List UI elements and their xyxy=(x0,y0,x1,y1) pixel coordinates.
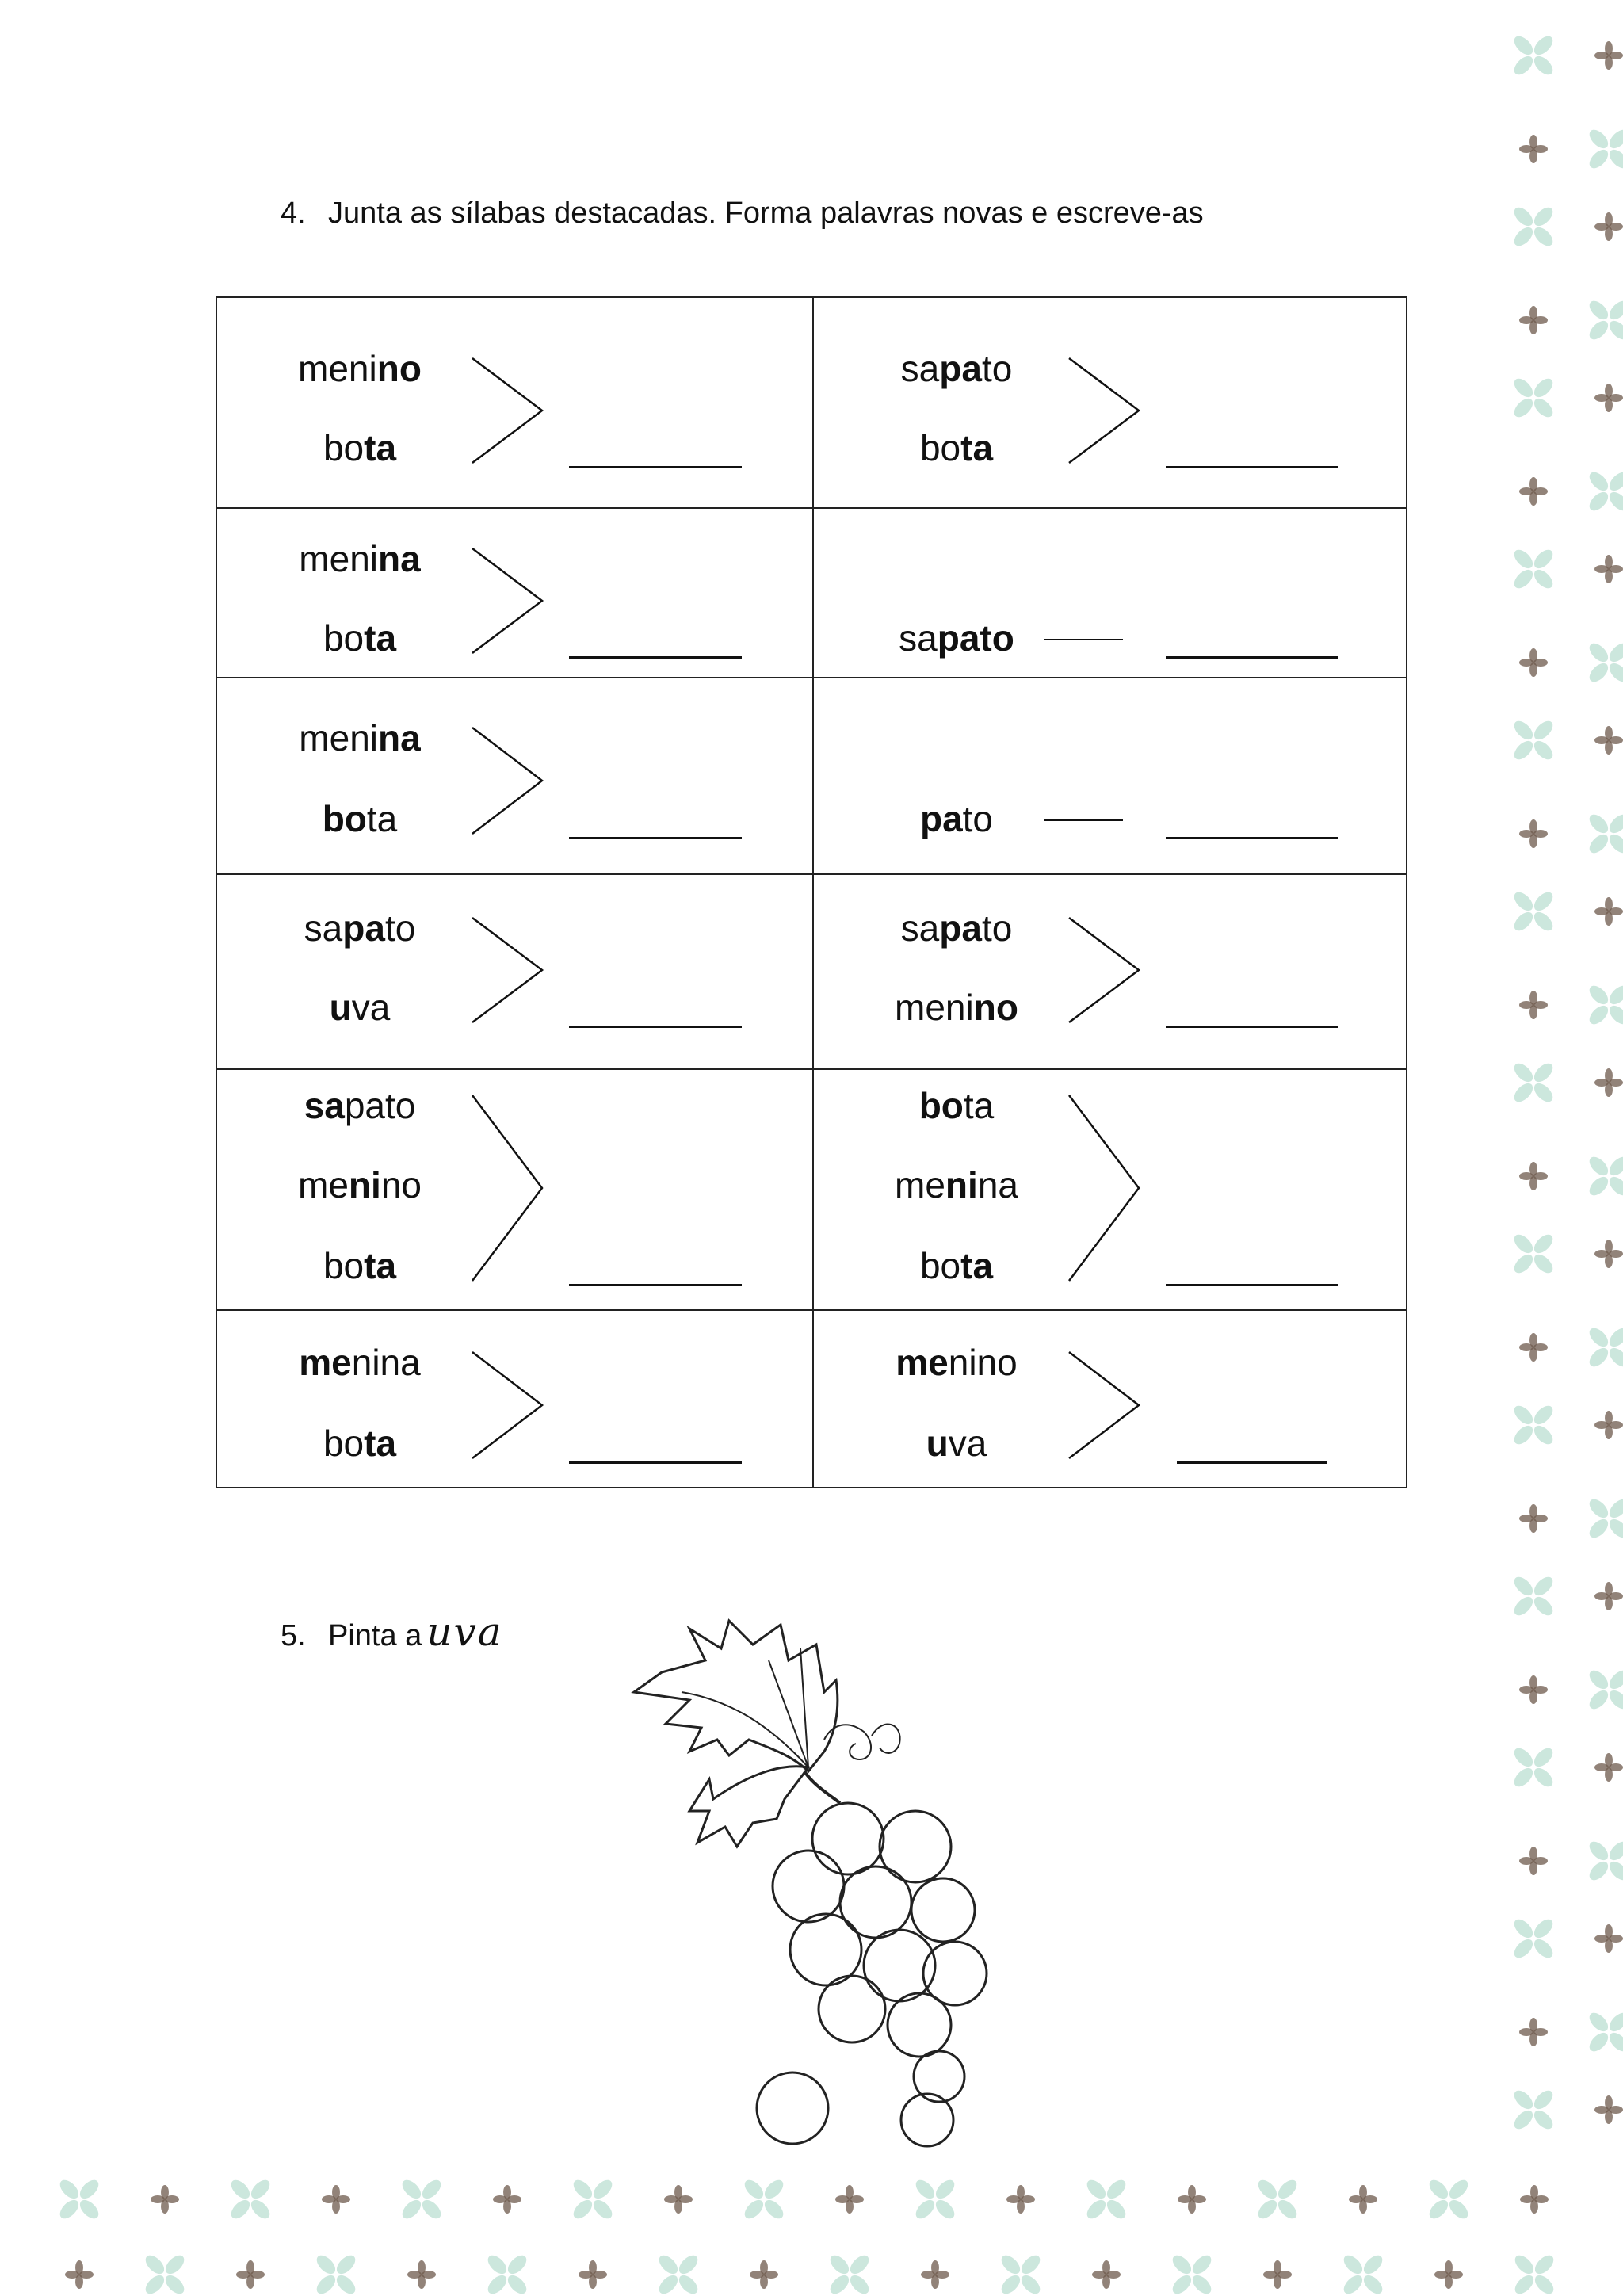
grid-row xyxy=(217,298,1406,507)
syllable-word xyxy=(854,1422,1060,1465)
word-plain-part: nino xyxy=(948,1342,1018,1383)
answer-line[interactable] xyxy=(569,1284,742,1286)
word-highlighted-syllable: ta xyxy=(364,617,397,659)
flower-pattern-icon xyxy=(835,2185,864,2214)
syllable-word xyxy=(257,537,463,580)
exercise-4-instruction xyxy=(281,197,1204,231)
flower-pattern-icon xyxy=(1426,2176,1471,2222)
flower-pattern-icon xyxy=(1510,1060,1556,1105)
syllable-word xyxy=(257,1244,463,1287)
flower-pattern-icon xyxy=(313,2252,358,2296)
flower-pattern-icon xyxy=(1510,1402,1556,1447)
flower-pattern-icon xyxy=(1510,1573,1556,1618)
flower-pattern-icon xyxy=(1519,135,1548,163)
syllable-word xyxy=(257,426,463,469)
word-highlighted-syllable: u xyxy=(329,987,352,1028)
syllable-grid xyxy=(216,296,1407,1488)
flower-pattern-icon xyxy=(1340,2252,1385,2296)
syllable-word xyxy=(854,986,1060,1029)
word-plain-part: va xyxy=(948,1423,987,1464)
connector-dash xyxy=(1044,639,1123,640)
flower-pattern-icon xyxy=(1434,2260,1463,2289)
word-plain-part: nina xyxy=(351,1342,421,1383)
word-highlighted-syllable: ta xyxy=(960,1245,994,1286)
flower-pattern-icon xyxy=(1510,32,1556,78)
exercise-5-instruction xyxy=(281,1609,503,1655)
flower-pattern-icon xyxy=(142,2252,187,2296)
flower-pattern-icon xyxy=(1594,2095,1623,2124)
flower-pattern-icon xyxy=(1092,2260,1121,2289)
flower-pattern-icon xyxy=(1510,1744,1556,1790)
flower-pattern-icon xyxy=(1586,126,1623,171)
answer-line[interactable] xyxy=(1166,656,1338,659)
syllable-word xyxy=(257,716,463,759)
syllable-cell xyxy=(217,1311,812,1488)
word-plain-part: ta xyxy=(366,798,398,839)
flower-pattern-icon xyxy=(750,2260,778,2289)
flower-pattern-icon xyxy=(1586,1153,1623,1198)
word-highlighted-syllable: u xyxy=(926,1423,949,1464)
connector-bracket xyxy=(1067,354,1163,467)
word-highlighted-syllable: pa xyxy=(919,798,963,839)
word-highlighted-syllable: no xyxy=(376,348,422,389)
flower-pattern-icon xyxy=(1349,2185,1377,2214)
flower-pattern-icon xyxy=(1169,2252,1214,2296)
word-highlighted-syllable: sa xyxy=(304,1085,345,1126)
word-plain-part: bo xyxy=(919,427,961,468)
flower-pattern-icon xyxy=(1519,1333,1548,1362)
word-plain-part: no xyxy=(380,1164,422,1205)
flower-pattern-icon xyxy=(1586,640,1623,685)
syllable-word xyxy=(854,426,1060,469)
flower-pattern-icon xyxy=(1511,2252,1556,2296)
word-highlighted-syllable: me xyxy=(299,1342,352,1383)
word-highlighted-syllable: me xyxy=(896,1342,949,1383)
syllable-word xyxy=(854,1341,1060,1384)
flower-pattern-icon xyxy=(1178,2185,1206,2214)
flower-pattern-icon xyxy=(1586,1496,1623,1541)
answer-line[interactable] xyxy=(1177,1461,1327,1464)
word-highlighted-syllable: ta xyxy=(364,1423,397,1464)
word-plain-part: meni xyxy=(299,538,379,579)
flower-pattern-icon xyxy=(1519,1675,1548,1704)
grid-row xyxy=(217,677,1406,873)
flower-pattern-icon xyxy=(1510,546,1556,591)
flower-pattern-icon xyxy=(1586,1667,1623,1712)
syllable-cell xyxy=(812,509,1407,677)
cursive-word: uva xyxy=(426,1609,503,1655)
word-plain-part: bo xyxy=(323,617,365,659)
syllable-word xyxy=(854,907,1060,949)
flower-pattern-icon xyxy=(1510,204,1556,249)
decorative-border-bottom xyxy=(0,2164,1623,2296)
word-plain-part: bo xyxy=(919,1245,961,1286)
flower-pattern-icon xyxy=(1586,1324,1623,1370)
word-highlighted-syllable: pa xyxy=(342,907,385,949)
word-highlighted-syllable: pa xyxy=(939,907,982,949)
syllable-cell xyxy=(217,298,812,507)
word-highlighted-syllable: na xyxy=(378,538,421,579)
connector-bracket xyxy=(471,1348,566,1462)
flower-pattern-icon xyxy=(1263,2260,1292,2289)
flower-pattern-icon xyxy=(1586,1838,1623,1883)
flower-pattern-icon xyxy=(1586,2009,1623,2054)
flower-pattern-icon xyxy=(1594,555,1623,583)
answer-line[interactable] xyxy=(1166,837,1338,839)
flower-pattern-icon xyxy=(1594,1924,1623,1953)
flower-pattern-icon xyxy=(151,2185,179,2214)
connector-bracket xyxy=(471,544,566,657)
word-plain-part: ta xyxy=(963,1085,995,1126)
syllable-cell xyxy=(217,678,812,873)
word-plain-part: to xyxy=(981,907,1013,949)
word-highlighted-syllable: ta xyxy=(364,1245,397,1286)
word-highlighted-syllable: ta xyxy=(364,427,397,468)
connector-bracket xyxy=(471,1091,566,1285)
grid-row xyxy=(217,1068,1406,1309)
connector-bracket xyxy=(471,354,566,467)
word-plain-part: me xyxy=(895,1164,945,1205)
flower-pattern-icon xyxy=(1594,1582,1623,1610)
flower-pattern-icon xyxy=(1594,897,1623,926)
word-plain-part: bo xyxy=(323,1423,365,1464)
connector-bracket xyxy=(1067,914,1163,1026)
word-plain-part: to xyxy=(384,907,416,949)
answer-line[interactable] xyxy=(569,656,742,659)
exercise-5-number: 5. xyxy=(281,1619,306,1652)
syllable-word xyxy=(257,617,463,659)
flower-pattern-icon xyxy=(1586,811,1623,856)
flower-pattern-icon xyxy=(1519,648,1548,677)
syllable-word xyxy=(257,1341,463,1384)
syllable-word xyxy=(257,1422,463,1465)
word-plain-part: meni xyxy=(298,348,377,389)
syllable-word xyxy=(854,1244,1060,1287)
connector-bracket xyxy=(1067,1348,1163,1462)
syllable-word xyxy=(854,347,1060,390)
word-plain-part: to xyxy=(981,348,1013,389)
flower-pattern-icon xyxy=(484,2252,529,2296)
flower-pattern-icon xyxy=(1519,1847,1548,1875)
flower-pattern-icon xyxy=(1519,477,1548,506)
flower-pattern-icon xyxy=(1519,2018,1548,2046)
syllable-cell xyxy=(812,1311,1407,1488)
word-highlighted-syllable: pa xyxy=(939,348,982,389)
word-plain-part: na xyxy=(977,1164,1018,1205)
word-plain-part: bo xyxy=(323,1245,365,1286)
word-plain-part: meni xyxy=(895,987,974,1028)
flower-pattern-icon xyxy=(65,2260,94,2289)
answer-line[interactable] xyxy=(1166,1026,1338,1028)
syllable-cell xyxy=(217,875,812,1068)
flower-pattern-icon xyxy=(1594,726,1623,755)
flower-pattern-icon xyxy=(1520,2185,1549,2214)
flower-pattern-icon xyxy=(1006,2185,1035,2214)
connector-dash xyxy=(1044,819,1123,821)
syllable-word xyxy=(257,986,463,1029)
grid-row xyxy=(217,873,1406,1068)
flower-pattern-icon xyxy=(1510,717,1556,762)
syllable-cell xyxy=(217,509,812,677)
word-plain-part: pato xyxy=(344,1085,416,1126)
connector-bracket xyxy=(471,914,566,1026)
word-highlighted-syllable: na xyxy=(378,717,421,758)
flower-pattern-icon xyxy=(1594,384,1623,412)
answer-line[interactable] xyxy=(569,1026,742,1028)
answer-line[interactable] xyxy=(1166,466,1338,468)
flower-pattern-icon xyxy=(741,2176,786,2222)
flower-pattern-icon xyxy=(1594,1240,1623,1268)
syllable-cell xyxy=(812,875,1407,1068)
grapes-drawing-icon[interactable] xyxy=(610,1613,1022,2168)
flower-pattern-icon xyxy=(1594,212,1623,241)
word-plain-part: sa xyxy=(899,617,938,659)
flower-pattern-icon xyxy=(407,2260,436,2289)
word-plain-part: me xyxy=(298,1164,349,1205)
flower-pattern-icon xyxy=(227,2176,273,2222)
syllable-word xyxy=(854,1163,1060,1206)
word-highlighted-syllable: bo xyxy=(322,798,367,839)
flower-pattern-icon xyxy=(921,2260,949,2289)
flower-pattern-icon xyxy=(1519,306,1548,334)
word-plain-part: sa xyxy=(900,907,940,949)
flower-pattern-icon xyxy=(1586,468,1623,514)
flower-pattern-icon xyxy=(1519,1162,1548,1190)
grid-row xyxy=(217,507,1406,677)
flower-pattern-icon xyxy=(570,2176,615,2222)
word-plain-part: meni xyxy=(299,717,379,758)
syllable-cell xyxy=(217,1070,812,1309)
flower-pattern-icon xyxy=(322,2185,350,2214)
flower-pattern-icon xyxy=(1519,1504,1548,1533)
flower-pattern-icon xyxy=(1594,1753,1623,1782)
exercise-5-text: Pinta a xyxy=(328,1619,422,1652)
answer-line[interactable] xyxy=(1166,1284,1338,1286)
exercise-4-number: 4. xyxy=(281,197,306,230)
syllable-word xyxy=(257,1163,463,1206)
word-plain-part: sa xyxy=(900,348,940,389)
grid-row xyxy=(217,1309,1406,1488)
answer-line[interactable] xyxy=(569,1461,742,1464)
flower-pattern-icon xyxy=(998,2252,1043,2296)
syllable-word xyxy=(854,1084,1060,1127)
word-highlighted-syllable: ni xyxy=(945,1164,978,1205)
connector-bracket xyxy=(1067,1091,1163,1285)
flower-pattern-icon xyxy=(827,2252,872,2296)
connector-bracket xyxy=(471,724,566,838)
flower-pattern-icon xyxy=(1510,888,1556,934)
flower-pattern-icon xyxy=(655,2252,701,2296)
word-plain-part: sa xyxy=(304,907,343,949)
word-plain-part: to xyxy=(962,798,994,839)
word-highlighted-syllable: bo xyxy=(918,1085,964,1126)
flower-pattern-icon xyxy=(399,2176,444,2222)
flower-pattern-icon xyxy=(1519,991,1548,1019)
flower-pattern-icon xyxy=(1586,982,1623,1027)
decorative-border-right xyxy=(1498,0,1623,2187)
flower-pattern-icon xyxy=(1254,2176,1300,2222)
word-plain-part: va xyxy=(351,987,391,1028)
flower-pattern-icon xyxy=(236,2260,265,2289)
syllable-word xyxy=(257,797,463,840)
syllable-word xyxy=(257,347,463,390)
word-highlighted-syllable: ta xyxy=(960,427,994,468)
syllable-word xyxy=(854,797,1060,840)
syllable-cell xyxy=(812,678,1407,873)
flower-pattern-icon xyxy=(664,2185,693,2214)
exercise-4-text: Junta as sílabas destacadas. Forma palavras novas e escreve-as xyxy=(328,197,1204,230)
word-highlighted-syllable: no xyxy=(973,987,1018,1028)
answer-line[interactable] xyxy=(569,837,742,839)
flower-pattern-icon xyxy=(493,2185,521,2214)
flower-pattern-icon xyxy=(1083,2176,1128,2222)
flower-pattern-icon xyxy=(912,2176,957,2222)
syllable-cell xyxy=(812,1070,1407,1309)
flower-pattern-icon xyxy=(1594,1411,1623,1439)
word-highlighted-syllable: ni xyxy=(348,1164,381,1205)
flower-pattern-icon xyxy=(1586,297,1623,342)
answer-line[interactable] xyxy=(569,466,742,468)
syllable-cell xyxy=(812,298,1407,507)
syllable-word xyxy=(854,617,1060,659)
syllable-word xyxy=(257,907,463,949)
flower-pattern-icon xyxy=(56,2176,101,2222)
flower-pattern-icon xyxy=(579,2260,607,2289)
flower-pattern-icon xyxy=(1519,819,1548,848)
flower-pattern-icon xyxy=(1510,1231,1556,1276)
word-plain-part: bo xyxy=(323,427,365,468)
flower-pattern-icon xyxy=(1594,1068,1623,1097)
word-highlighted-syllable: pato xyxy=(937,617,1014,659)
syllable-word xyxy=(257,1084,463,1127)
flower-pattern-icon xyxy=(1510,375,1556,420)
flower-pattern-icon xyxy=(1510,1916,1556,1961)
flower-pattern-icon xyxy=(1510,2087,1556,2132)
flower-pattern-icon xyxy=(1594,41,1623,70)
